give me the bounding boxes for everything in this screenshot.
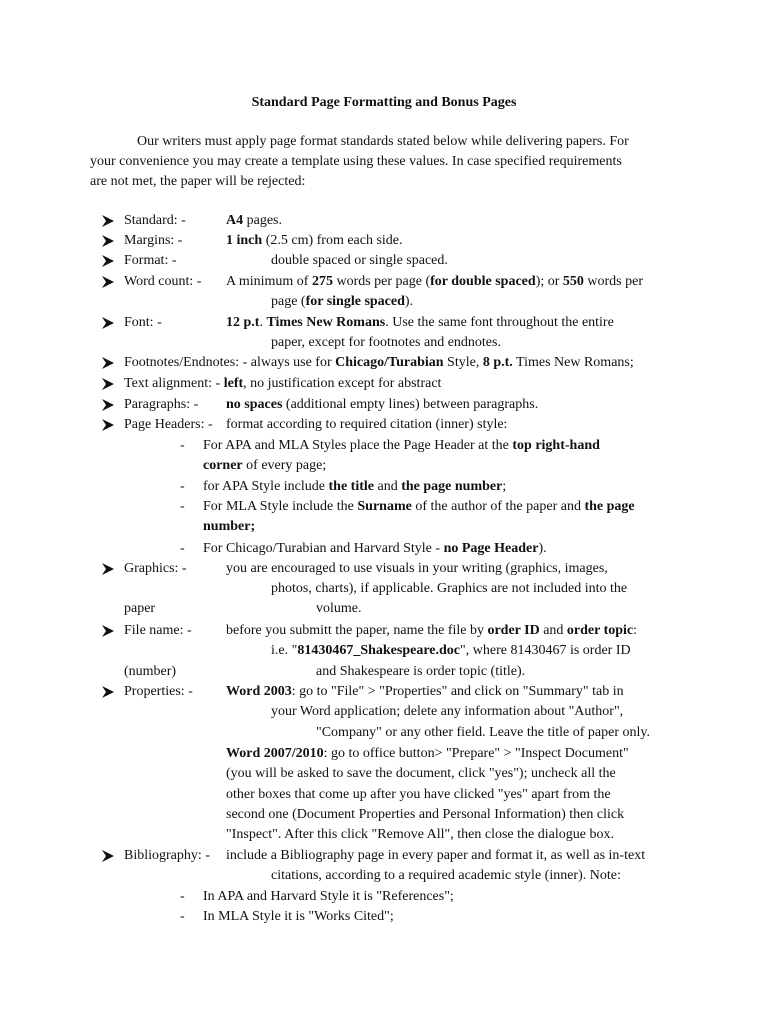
font-line-2: paper, except for footnotes and endnotes.: [271, 335, 501, 350]
paragraphs-value: no spaces (additional empty lines) between paragraphs.: [226, 397, 539, 412]
properties-line-1: Word 2003: go to "File" > "Properties" and click on "Summary" tab in: [226, 684, 624, 699]
arrowhead-bullet-icon: [101, 395, 115, 415]
properties-line-4: Word 2007/2010: go to office button> "Prepare" > "Inspect Document": [226, 746, 629, 761]
label-page-headers: Page Headers: -: [124, 417, 213, 432]
arrowhead-bullet-icon: [101, 621, 115, 641]
label-margins: Margins: -: [124, 233, 183, 248]
bibliography-line-1: include a Bibliography page in every paper and format it, as well as in-text: [226, 848, 646, 863]
document-title: Standard Page Formatting and Bonus Pages: [251, 95, 517, 110]
dash-marker: -: [180, 541, 185, 556]
footnotes-line: Footnotes/Endnotes: - always use for Chicago/Turabian Style, 8 p.t. Times New Romans;: [124, 355, 634, 370]
margins-value: 1 inch (2.5 cm) from each side.: [226, 233, 403, 248]
format-value: double spaced or single spaced.: [271, 253, 448, 268]
text-alignment-line: Text alignment: - left, no justification except for abstract: [124, 376, 442, 391]
graphics-line-2: photos, charts), if applicable. Graphics are not included into the: [271, 581, 628, 596]
graphics-line-3a: paper: [124, 601, 156, 616]
arrowhead-bullet-icon: [101, 313, 115, 333]
label-graphics: Graphics: -: [124, 561, 187, 576]
graphics-line-3b: volume.: [316, 601, 362, 616]
intro-line-1: Our writers must apply page format standards stated below while delivering papers. For: [137, 134, 629, 149]
intro-line-2: your convenience you may create a template using these values. In case specified requirements: [90, 154, 622, 169]
arrowhead-bullet-icon: [101, 682, 115, 702]
file-name-line-2: i.e. "81430467_Shakespeare.doc", where 81430467 is order ID: [271, 643, 631, 658]
font-line-1: 12 p.t. Times New Romans. Use the same font throughout the entire: [226, 315, 614, 330]
dash-marker: -: [180, 499, 185, 514]
bibliography-sub-1: In APA and Harvard Style it is "References";: [203, 889, 454, 904]
label-word-count: Word count: -: [124, 274, 202, 289]
page-headers-value: format according to required citation (inner) style:: [226, 417, 508, 432]
page-headers-sub-4: For Chicago/Turabian and Harvard Style - no Page Header).: [203, 541, 547, 556]
page-headers-sub-3-line-2: number;: [203, 519, 256, 534]
label-file-name: File name: -: [124, 623, 192, 638]
file-name-line-1: before you submitt the paper, name the file by order ID and order topic:: [226, 623, 638, 638]
arrowhead-bullet-icon: [101, 231, 115, 251]
label-bibliography: Bibliography: -: [124, 848, 210, 863]
dash-marker: -: [180, 889, 185, 904]
properties-line-3: "Company" or any other field. Leave the title of paper only.: [316, 725, 650, 740]
page-headers-sub-1-line-1: For APA and MLA Styles place the Page Header at the top right-hand: [203, 438, 600, 453]
word-count-line-1: A minimum of 275 words per page (for double spaced); or 550 words per: [226, 274, 644, 289]
page-headers-sub-3-line-1: For MLA Style include the Surname of the author of the paper and the page: [203, 499, 635, 514]
bibliography-line-2: citations, according to a required academic style (inner). Note:: [271, 868, 621, 883]
label-paragraphs: Paragraphs: -: [124, 397, 199, 412]
arrowhead-bullet-icon: [101, 272, 115, 292]
file-name-line-3a: (number): [124, 664, 177, 679]
arrowhead-bullet-icon: [101, 415, 115, 435]
properties-line-6: other boxes that come up after you have clicked "yes" apart from the: [226, 787, 611, 802]
properties-line-5: (you will be asked to save the document, click "yes"); uncheck all the: [226, 766, 616, 781]
word-count-line-2: page (for single spaced).: [271, 294, 414, 309]
bibliography-sub-2: In MLA Style it is "Works Cited";: [203, 909, 394, 924]
label-standard: Standard: -: [124, 213, 186, 228]
graphics-line-1: you are encouraged to use visuals in your writing (graphics, images,: [226, 561, 608, 576]
label-format: Format: -: [124, 253, 177, 268]
arrowhead-bullet-icon: [101, 251, 115, 271]
properties-line-2: your Word application; delete any information about "Author",: [271, 704, 624, 719]
arrowhead-bullet-icon: [101, 374, 115, 394]
dash-marker: -: [180, 909, 185, 924]
file-name-line-3b: and Shakespeare is order topic (title).: [316, 664, 526, 679]
dash-marker: -: [180, 438, 185, 453]
arrowhead-bullet-icon: [101, 353, 115, 373]
arrowhead-bullet-icon: [101, 846, 115, 866]
arrowhead-bullet-icon: [101, 211, 115, 231]
dash-marker: -: [180, 479, 185, 494]
label-properties: Properties: -: [124, 684, 193, 699]
arrowhead-bullet-icon: [101, 559, 115, 579]
standard-value: A4 pages.: [226, 213, 283, 228]
properties-line-7: second one (Document Properties and Personal Information) then click: [226, 807, 625, 822]
page-headers-sub-2: for APA Style include the title and the page number;: [203, 479, 507, 494]
page-headers-sub-1-line-2: corner of every page;: [203, 458, 327, 473]
properties-line-8: "Inspect". After this click "Remove All", then close the dialogue box.: [226, 827, 614, 842]
intro-line-3: are not met, the paper will be rejected:: [90, 174, 306, 189]
label-font: Font: -: [124, 315, 162, 330]
